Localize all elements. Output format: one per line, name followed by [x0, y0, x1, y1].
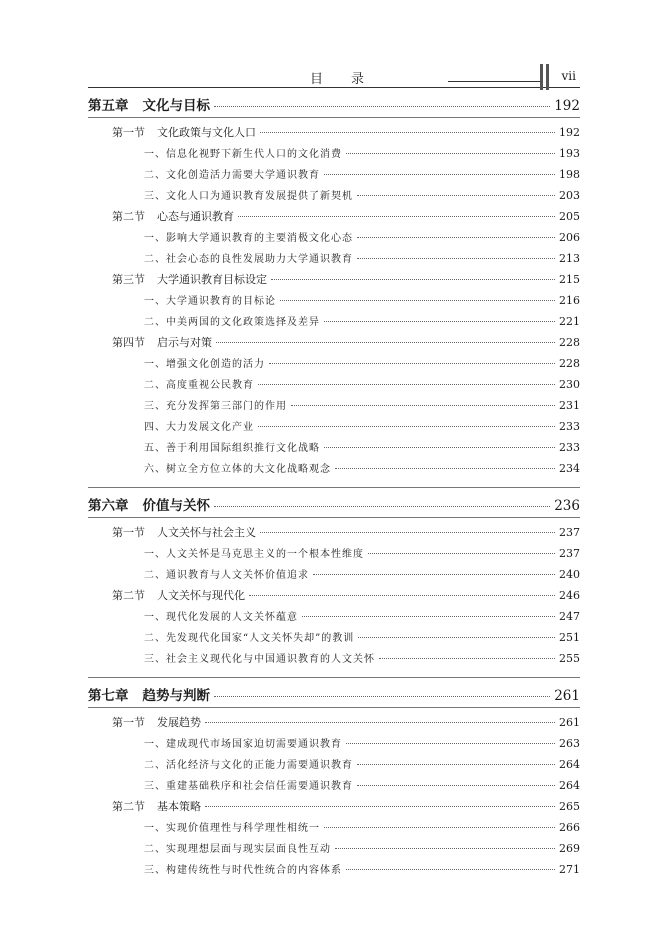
- toc-page-number: 247: [559, 610, 580, 623]
- toc-section[interactable]: [88, 208, 580, 229]
- toc-item-title: 二、先发现代化国家“人文关怀失却”的教训: [144, 633, 355, 644]
- toc-page-number: 251: [559, 631, 580, 644]
- toc-page-number: 215: [559, 273, 580, 286]
- toc-page-number: 206: [559, 231, 580, 244]
- toc-page-number: 264: [559, 758, 580, 771]
- toc-page-number: 246: [559, 589, 580, 602]
- dot-leader: [313, 574, 555, 575]
- toc-page-number: 228: [559, 357, 580, 370]
- dot-leader: [346, 869, 555, 870]
- toc-page-number: 213: [559, 252, 580, 265]
- toc-section[interactable]: [88, 798, 580, 819]
- toc-item[interactable]: [88, 439, 580, 460]
- toc-item-title: 一、增强文化创造的活力: [144, 359, 265, 370]
- table-of-contents: [88, 92, 580, 882]
- toc-item-title: 三、充分发挥第三部门的作用: [144, 401, 287, 412]
- toc-item-title: 一、影响大学通识教育的主要消极文化心态: [144, 233, 353, 244]
- toc-page-number: 263: [559, 737, 580, 750]
- toc-item[interactable]: [88, 735, 580, 756]
- toc-page-number: 233: [559, 420, 580, 433]
- dot-leader: [280, 300, 555, 301]
- toc-item-title: 四、大力发展文化产业: [144, 422, 254, 433]
- dot-leader: [346, 743, 555, 744]
- toc-chapter-title: 价值与关怀: [142, 498, 210, 514]
- toc-page-number: 205: [559, 210, 580, 223]
- toc-page-number: 192: [559, 126, 580, 139]
- toc-section-number: 第二节: [112, 800, 145, 813]
- toc-item[interactable]: [88, 355, 580, 376]
- toc-item-title: 二、活化经济与文化的正能力需要通识教育: [144, 760, 353, 771]
- toc-chapter[interactable]: [88, 94, 580, 116]
- toc-section[interactable]: [88, 587, 580, 608]
- toc-page-number: 265: [559, 800, 580, 813]
- toc-item-title: 五、善于利用国际组织推行文化战略: [144, 443, 320, 454]
- dot-leader: [357, 764, 555, 765]
- toc-section[interactable]: [88, 524, 580, 545]
- toc-section[interactable]: [88, 714, 580, 735]
- toc-section-title: 心态与通识教育: [157, 210, 234, 223]
- toc-item-title: 二、社会心态的良性发展助力大学通识教育: [144, 254, 353, 265]
- chapter-divider: [88, 487, 580, 488]
- dot-leader: [324, 827, 555, 828]
- toc-page-number: 192: [554, 98, 580, 114]
- toc-page-number: 228: [559, 336, 580, 349]
- dot-leader: [291, 405, 555, 406]
- dot-leader: [214, 506, 550, 507]
- chapter-underline: [88, 117, 580, 118]
- toc-section-number: 第三节: [112, 273, 145, 286]
- toc-page-number: 230: [559, 378, 580, 391]
- toc-page-number: 269: [559, 842, 580, 855]
- toc-item[interactable]: [88, 418, 580, 439]
- toc-item[interactable]: [88, 145, 580, 166]
- toc-item-title: 一、信息化视野下新生代人口的文化消费: [144, 149, 342, 160]
- dot-leader: [249, 595, 555, 596]
- dot-leader: [324, 447, 555, 448]
- dot-leader: [260, 132, 555, 133]
- toc-item-title: 二、实现理想层面与现实层面良性互动: [144, 844, 331, 855]
- toc-chapter-title: 趋势与判断: [142, 688, 210, 704]
- toc-page-number: 203: [559, 189, 580, 202]
- dot-leader: [324, 321, 555, 322]
- toc-section-title: 人文关怀与现代化: [157, 589, 245, 602]
- toc-section-number: 第一节: [112, 526, 145, 539]
- toc-item[interactable]: [88, 777, 580, 798]
- toc-section-title: 大学通识教育目标设定: [157, 273, 267, 286]
- toc-item[interactable]: [88, 861, 580, 882]
- toc-item[interactable]: [88, 756, 580, 777]
- toc-page-number: 231: [559, 399, 580, 412]
- dot-leader: [269, 363, 555, 364]
- toc-item-title: 六、树立全方位立体的大文化战略观念: [144, 464, 331, 475]
- dot-leader: [258, 426, 555, 427]
- toc-section-title: 文化政策与文化人口: [157, 126, 256, 139]
- toc-item[interactable]: [88, 250, 580, 271]
- toc-item-title: 一、实现价值理性与科学理性相统一: [144, 823, 320, 834]
- dot-leader: [357, 237, 555, 238]
- dot-leader: [368, 553, 555, 554]
- toc-item[interactable]: [88, 650, 580, 671]
- page-header: [88, 66, 580, 90]
- dot-leader: [358, 637, 555, 638]
- toc-page-number: 264: [559, 779, 580, 792]
- chapter-divider: [88, 677, 580, 678]
- toc-section-number: 第一节: [112, 716, 145, 729]
- toc-section-number: 第一节: [112, 126, 145, 139]
- toc-page-number: 240: [559, 568, 580, 581]
- dot-leader: [379, 658, 555, 659]
- toc-item-title: 一、现代化发展的人文关怀蕴意: [144, 612, 298, 623]
- toc-page-number: 261: [559, 716, 580, 729]
- toc-section-number: 第二节: [112, 589, 145, 602]
- toc-item-title: 三、社会主义现代化与中国通识教育的人文关怀: [144, 654, 375, 665]
- toc-item[interactable]: [88, 292, 580, 313]
- toc-page-number: 237: [559, 547, 580, 560]
- toc-item-title: 二、中美两国的文化政策选择及差异: [144, 317, 320, 328]
- toc-chapter-number: 第六章: [88, 498, 129, 514]
- toc-chapter-number: 第七章: [88, 688, 129, 704]
- toc-item[interactable]: [88, 545, 580, 566]
- header-bars-ornament: [540, 64, 552, 90]
- toc-page-number: 266: [559, 821, 580, 834]
- toc-page-number: 216: [559, 294, 580, 307]
- dot-leader: [302, 616, 555, 617]
- dot-leader: [214, 106, 550, 107]
- toc-item[interactable]: [88, 166, 580, 187]
- toc-item[interactable]: [88, 840, 580, 861]
- header-rule: [88, 87, 580, 88]
- toc-page-number: 271: [559, 863, 580, 876]
- toc-page-number: 237: [559, 526, 580, 539]
- dot-leader: [357, 195, 555, 196]
- toc-section-title: 人文关怀与社会主义: [157, 526, 256, 539]
- toc-chapter-number: 第五章: [88, 98, 129, 114]
- dot-leader: [205, 722, 555, 723]
- dot-leader: [357, 785, 555, 786]
- toc-page-number: 233: [559, 441, 580, 454]
- toc-item-title: 一、大学通识教育的目标论: [144, 296, 276, 307]
- toc-item-title: 二、文化创造活力需要大学通识教育: [144, 170, 320, 181]
- toc-item-title: 三、重建基础秩序和社会信任需要通识教育: [144, 781, 353, 792]
- dot-leader: [357, 258, 555, 259]
- dot-leader: [214, 696, 550, 697]
- header-page-number: vii: [561, 69, 576, 83]
- dot-leader: [271, 279, 555, 280]
- toc-chapter-title: 文化与目标: [142, 98, 210, 114]
- toc-section-title: 基本策略: [157, 800, 201, 813]
- toc-item[interactable]: [88, 229, 580, 250]
- dot-leader: [346, 153, 555, 154]
- dot-leader: [205, 806, 555, 807]
- toc-item[interactable]: [88, 397, 580, 418]
- dot-leader: [258, 384, 555, 385]
- toc-item[interactable]: [88, 629, 580, 650]
- dot-leader: [324, 174, 555, 175]
- toc-section-title: 发展趋势: [157, 716, 201, 729]
- toc-page-number: 221: [559, 315, 580, 328]
- dot-leader: [260, 532, 555, 533]
- toc-item-title: 一、建成现代市场国家迫切需要通识教育: [144, 739, 342, 750]
- toc-item[interactable]: [88, 819, 580, 840]
- toc-page-number: 193: [559, 147, 580, 160]
- toc-page-number: 261: [554, 688, 580, 704]
- toc-page-number: 255: [559, 652, 580, 665]
- dot-leader: [335, 848, 555, 849]
- toc-chapter[interactable]: [88, 494, 580, 516]
- dot-leader: [335, 468, 555, 469]
- toc-page-number: 234: [559, 462, 580, 475]
- chapter-underline: [88, 707, 580, 708]
- dot-leader: [238, 216, 555, 217]
- toc-item[interactable]: [88, 460, 580, 481]
- toc-item[interactable]: [88, 376, 580, 397]
- toc-section[interactable]: [88, 124, 580, 145]
- toc-item[interactable]: [88, 608, 580, 629]
- toc-page-number: 198: [559, 168, 580, 181]
- toc-chapter[interactable]: [88, 684, 580, 706]
- toc-item-title: 三、文化人口为通识教育发展提供了新契机: [144, 191, 353, 202]
- running-header-title: 目录: [310, 72, 393, 87]
- header-rule-short: [448, 81, 540, 82]
- toc-item-title: 二、通识教育与人文关怀价值追求: [144, 570, 309, 581]
- toc-section-number: 第四节: [112, 336, 145, 349]
- toc-section-number: 第二节: [112, 210, 145, 223]
- toc-section-title: 启示与对策: [157, 336, 212, 349]
- toc-item-title: 三、构建传统性与时代性统合的内容体系: [144, 865, 342, 876]
- toc-item[interactable]: [88, 566, 580, 587]
- toc-item-title: 一、人文关怀是马克思主义的一个根本性维度: [144, 549, 364, 560]
- chapter-underline: [88, 517, 580, 518]
- toc-page-number: 236: [554, 498, 580, 514]
- toc-section[interactable]: [88, 334, 580, 355]
- toc-section[interactable]: [88, 271, 580, 292]
- toc-item[interactable]: [88, 187, 580, 208]
- dot-leader: [216, 342, 555, 343]
- toc-item-title: 二、高度重视公民教育: [144, 380, 254, 391]
- toc-item[interactable]: [88, 313, 580, 334]
